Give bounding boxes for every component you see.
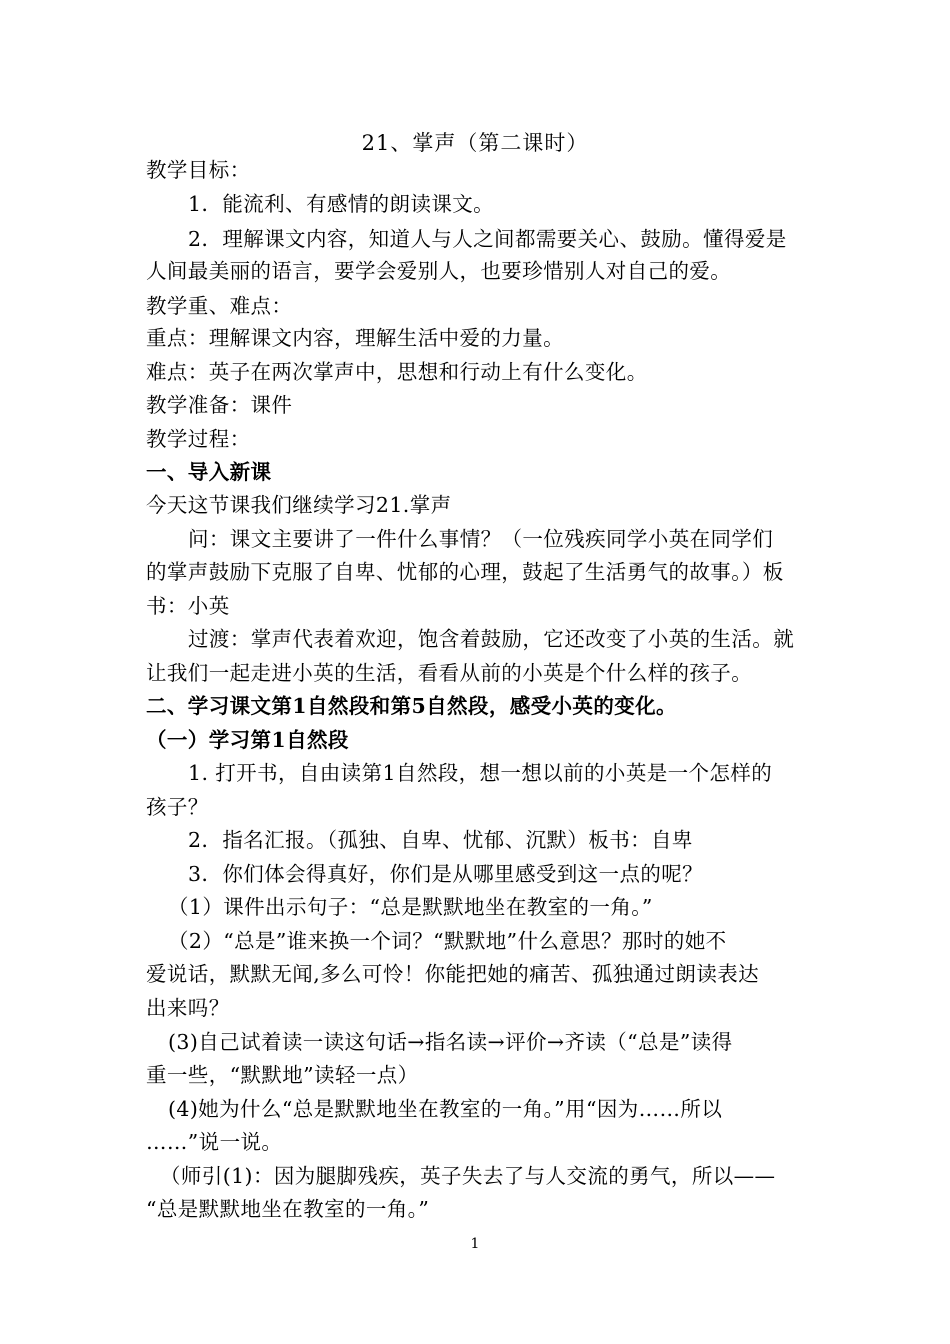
page-title: 21、掌声（第二课时）	[361, 131, 589, 155]
text-line: (3)自己试着读一读这句话→指名读→评价→齐读（“总是”读得	[168, 1030, 733, 1054]
text-line: 让我们一起走进小英的生活，看看从前的小英是个什么样的孩子。	[146, 661, 753, 685]
page-number: 1	[470, 1236, 480, 1252]
text-line: 过渡：掌声代表着欢迎，饱含着鼓励，它还改变了小英的生活。就	[188, 627, 795, 651]
text-line: （1）课件出示句子：“总是默默地坐在教室的一角。”	[168, 895, 653, 919]
text-line: 出来吗？	[146, 996, 230, 1020]
text-line: 难点：英子在两次掌声中，思想和行动上有什么变化。	[146, 360, 648, 384]
section-heading: 一、导入新课	[146, 460, 272, 484]
text-line: 教学目标：	[146, 158, 251, 182]
text-line: 今天这节课我们继续学习21.掌声	[146, 493, 452, 517]
text-line: 1．能流利、有感情的朗读课文。	[188, 192, 495, 216]
text-line: 书：小英	[146, 594, 230, 618]
text-line: 2．指名汇报。（孤独、自卑、忧郁、沉默）板书：自卑	[188, 828, 693, 852]
subsection-heading: （一）学习第1自然段	[146, 728, 349, 752]
text-line: （2）“总是”谁来换一个词？“默默地”什么意思？那时的她不	[168, 929, 727, 953]
text-line: 重一些，“默默地”读轻一点）	[146, 1063, 419, 1087]
text-line: 教学过程：	[146, 427, 251, 451]
text-line: “总是默默地坐在教室的一角。”	[146, 1197, 430, 1221]
text-line: (4)她为什么“总是默默地坐在教室的一角。”用“因为……所以	[168, 1097, 723, 1121]
text-line: 人间最美丽的语言，要学会爱别人，也要珍惜别人对自己的爱。	[146, 259, 732, 283]
text-line: 教学重、难点：	[146, 294, 293, 318]
text-line: （师引(1)：因为腿脚残疾，英子失去了与人交流的勇气，所以——	[160, 1164, 776, 1188]
text-line: ……”说一说。	[146, 1130, 283, 1154]
text-line: 重点：理解课文内容，理解生活中爱的力量。	[146, 326, 564, 350]
text-line: 问：课文主要讲了一件什么事情？（一位残疾同学小英在同学们	[188, 527, 774, 551]
text-line: 孩子？	[146, 795, 209, 819]
text-line: 教学准备：课件	[146, 393, 293, 417]
text-line: 爱说话，默默无闻,多么可怜！你能把她的痛苦、孤独通过朗读表达	[146, 962, 760, 986]
section-heading: 二、学习课文第1自然段和第5自然段，感受小英的变化。	[146, 694, 677, 718]
text-line: 3．你们体会得真好，你们是从哪里感受到这一点的呢？	[188, 862, 704, 886]
text-line: 的掌声鼓励下克服了自卑、忧郁的心理，鼓起了生活勇气的故事。）板	[146, 560, 784, 584]
text-line: 2．理解课文内容，知道人与人之间都需要关心、鼓励。懂得爱是	[188, 227, 787, 251]
text-line: 1. 打开书，自由读第1自然段，想一想以前的小英是一个怎样的	[188, 761, 773, 785]
